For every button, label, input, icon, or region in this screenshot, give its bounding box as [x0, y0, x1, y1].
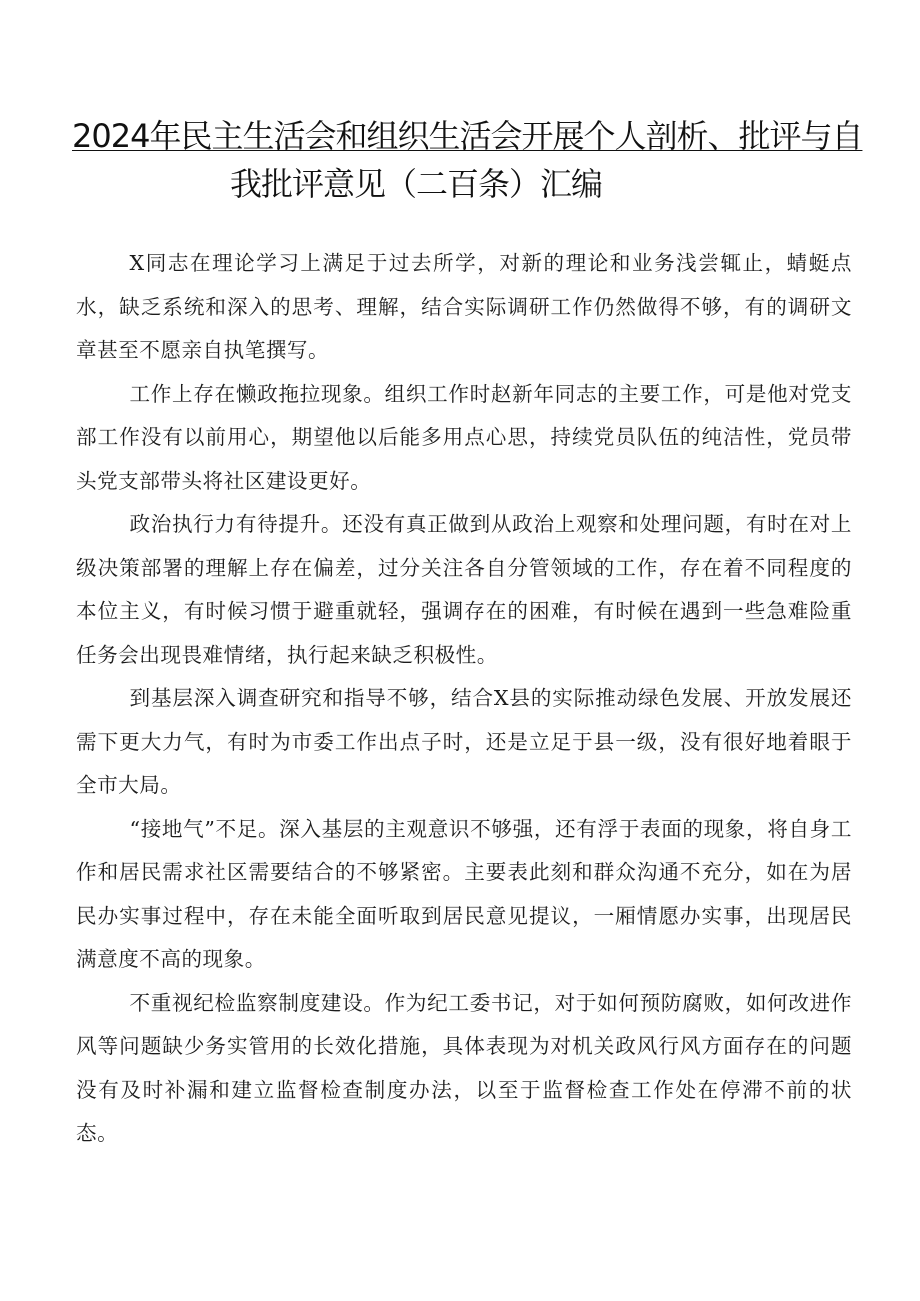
paragraph-5: “接地气”不足。深入基层的主观意识不够强，还有浮于表面的现象，将自身工作和居民需求社区需要结合的不够紧密。主要表此刻和群众沟通不充分，如在为居民办实事过程中，存在未能全面听取到居民意见提议，一厢情愿办实事，出现居民满意度不高的现象。 — [76, 816, 852, 971]
paragraph-1: X同志在理论学习上满足于过去所学，对新的理论和业务浅尝辄止，蜻蜓点水，缺乏系统和深入的思考、理解，结合实际调研工作仍然做得不够，有的调研文章甚至不愿亲自执笔撰写。 — [76, 251, 852, 362]
paragraph-6: 不重视纪检监察制度建设。作为纪工委书记，对于如何预防腐败，如何改进作风等问题缺少务实管用的长效化措施，具体表现为对机关政风行风方面存在的问题没有及时补漏和建立监督检查制度办法，以至于监督检查工作处在停滞不前的状态。 — [76, 990, 852, 1145]
title-line-1: 2024年民主生活会和组织生活会开展个人剖析、批评与自 — [72, 117, 863, 155]
paragraph-4: 到基层深入调查研究和指导不够，结合X县的实际推动绿色发展、开放发展还需下更大力气，有时为市委工作出点子时，还是立足于县一级，没有很好地着眼于全市大局。 — [76, 686, 852, 797]
paragraph-2: 工作上存在懒政拖拉现象。组织工作时赵新年同志的主要工作，可是他对党支部工作没有以前用心，期望他以后能多用点心思，持续党员队伍的纯洁性，党员带头党支部带头将社区建设更好。 — [76, 381, 852, 493]
title-line-2: 我批评意见（二百条）汇编 — [230, 165, 603, 203]
document-body — [76, 242, 852, 1156]
paragraph-3: 政治执行力有待提升。还没有真正做到从政治上观察和处理问题，有时在对上级决策部署的理解上存在偏差，过分关注各自分管领域的工作，存在着不同程度的本位主义，有时候习惯于避重就轻，强调存在的困难，有时候在遇到一些急难险重任务会出现畏难情绪，执行起来缺乏积极性。 — [76, 512, 852, 667]
document-title — [72, 112, 863, 208]
